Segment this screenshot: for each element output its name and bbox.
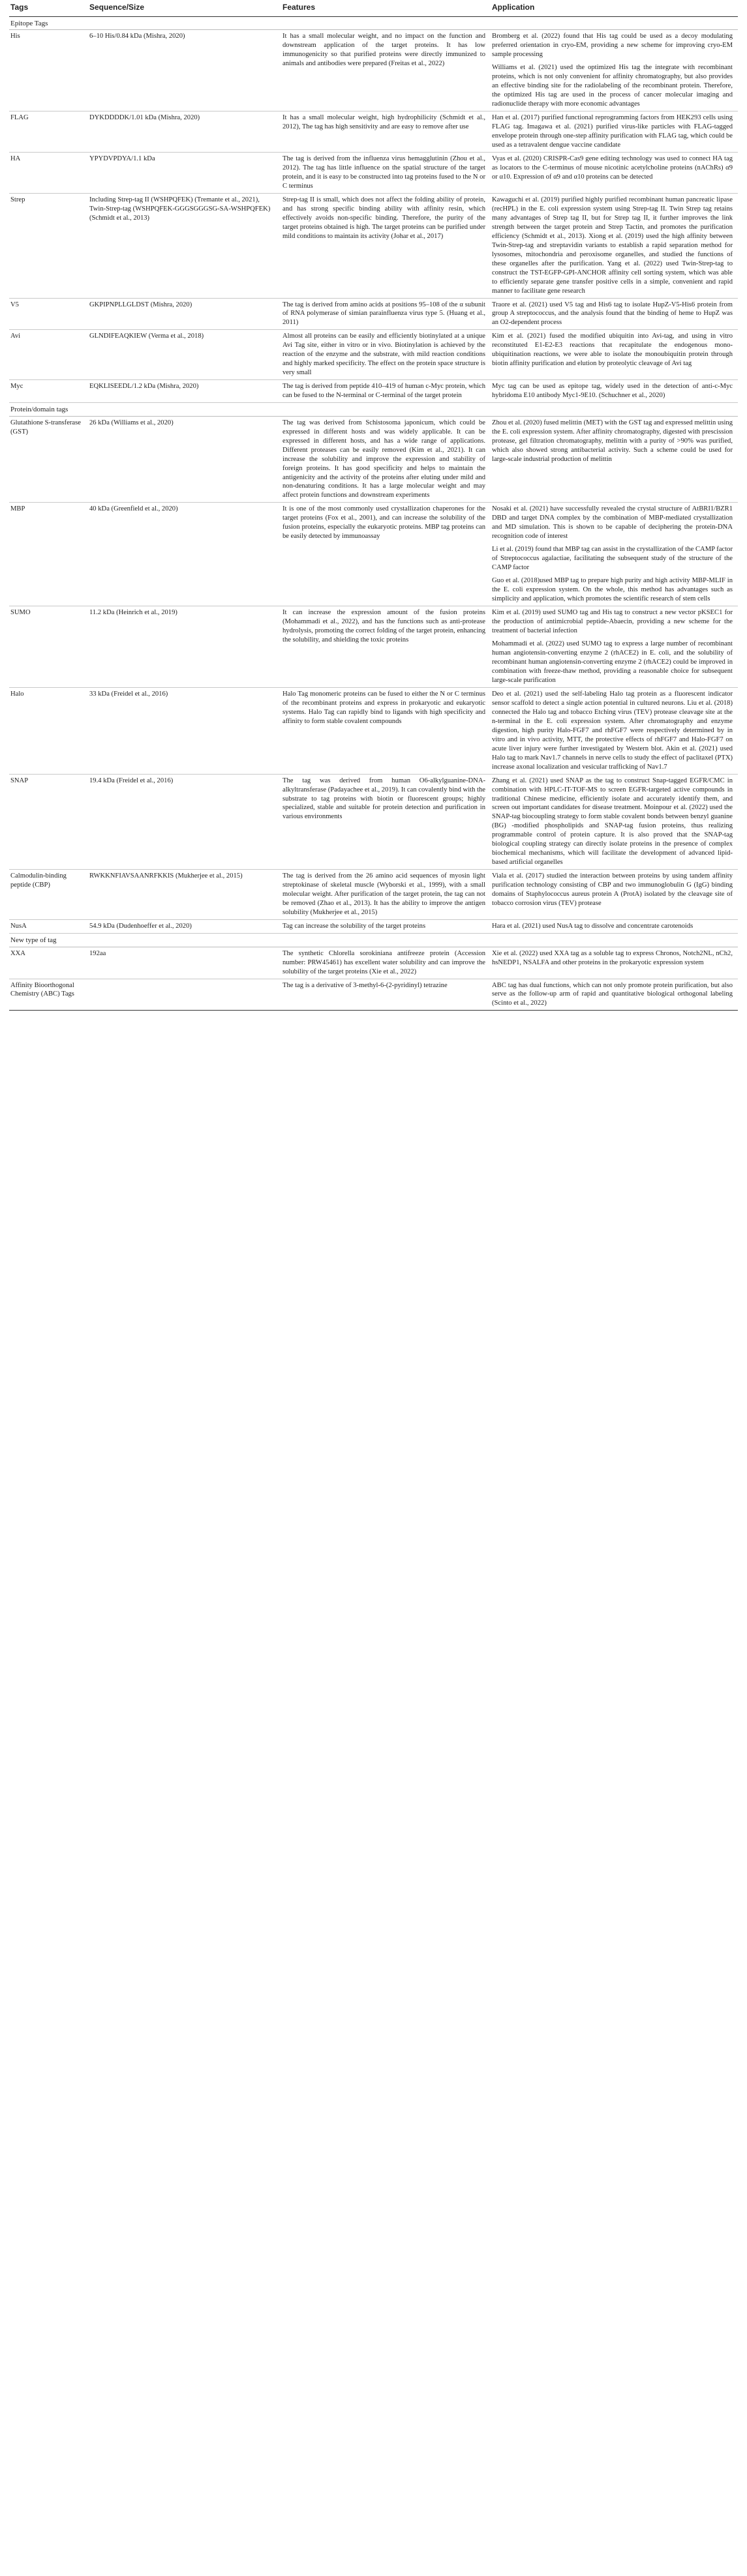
header-tags: Tags [9, 0, 88, 16]
table-container [9, 0, 738, 1011]
tag-name-cell: His [9, 30, 88, 111]
application-cell [491, 606, 738, 688]
application-paragraph: Nosaki et al. (2021) have successfully revealed the crystal structure of AtBRI1/BZR1 DBD and target DNA complex by the combination of MBP-mediated crystallization and MD simulation. This is shown to be capable of deciphering the protein-DNA recognition code of interest [492, 505, 733, 540]
section-title: New type of tag [9, 934, 738, 947]
application-cell [491, 774, 738, 870]
application-cell [491, 111, 738, 153]
features-cell: The tag was derived from human O6-alkylguanine-DNA-alkyltransferase (Padayachee et al., 2019). It can covalently bind with the substrate to tag proteins with biotin or fluorescent groups; highly specialized, stable and suitable for protein detection and purification in various environments [281, 774, 491, 870]
table-row [9, 979, 738, 1011]
sequence-size-cell: 26 kDa (Williams et al., 2020) [88, 416, 281, 503]
sequence-size-cell: 6–10 His/0.84 kDa (Mishra, 2020) [88, 30, 281, 111]
application-paragraph: Deo et al. (2021) used the self-labeling Halo tag protein as a fluorescent indicator sensor scaffold to detect a single action potential in cultured neurons. Liu et al. (2018) connected the Halo tag and tobacco Etching virus (TEV) protease cleavage site at the n-terminal in the E. coli expression system. After chromatography and enzyme digestion, high purity Halo-FGF7 and rhFGF7 were respectively determined by in vitro and in vivo activity, MTT, the protective effects of rhFGF7 and Halo-FGF7 on acute liver injury were further investigated by Western blot. Akin et al. (2021) used Halo tag to mark Nav1.7 channels in nerve cells to study the effect of paclitaxel (PTX) increase axonal localization and vesicular trafficking of Nav1.7 [492, 690, 733, 771]
application-cell [491, 947, 738, 979]
application-paragraph: Xie et al. (2022) used XXA tag as a soluble tag to express Chronos, Notch2NL, nCh2, hsNEDP1, NSALFA and other proteins in the prokaryotic expression system [492, 949, 733, 966]
table-row [9, 193, 738, 298]
section-row [9, 16, 738, 30]
sequence-size-cell: 19.4 kDa (Freidel et al., 2016) [88, 774, 281, 870]
tag-name-cell: Myc [9, 380, 88, 403]
sequence-size-cell: Including Strep-tag II (WSHPQFEK) (Tremante et al., 2021), Twin-Strep-tag (WSHPQFEK-GGGSGGGSG-SA-WSHPQFEK) (Schmidt et al., 2013) [88, 193, 281, 298]
features-cell: It has a small molecular weight, high hydrophilicity (Schmidt et al., 2012), The tag has high sensitivity and are easy to remove after use [281, 111, 491, 153]
features-cell: It can increase the expression amount of the fusion proteins (Mohammadi et al., 2022), and has the functions such as anti-protease hydrolysis, promoting the correct folding of the target protein, enhancing the solubility, and shielding the toxic proteins [281, 606, 491, 688]
table-body [9, 16, 738, 1011]
table-row [9, 380, 738, 403]
application-cell [491, 330, 738, 380]
table-row [9, 298, 738, 330]
application-paragraph: Kim et al. (2019) used SUMO tag and His tag to construct a new vector pKSEC1 for the production of antimicrobial peptide-Abaecin, providing a new scheme for the treatment of bacterial infection [492, 609, 733, 635]
features-cell: The tag is derived from amino acids at positions 95–108 of the α subunit of RNA polymerase of simian parainfluenza virus type 5. (Huang et al., 2011) [281, 298, 491, 330]
application-cell [491, 979, 738, 1011]
sequence-size-cell: GKPIPNPLLGLDST (Mishra, 2020) [88, 298, 281, 330]
tag-name-cell: Avi [9, 330, 88, 380]
application-cell [491, 687, 738, 774]
application-cell [491, 193, 738, 298]
tag-name-cell: MBP [9, 503, 88, 606]
table-row [9, 774, 738, 870]
tag-name-cell: Strep [9, 193, 88, 298]
application-cell [491, 298, 738, 330]
application-paragraph: Vyas et al. (2020) CRISPR-Cas9 gene editing technology was used to connect HA tag as locators to the C-terminus of mouse nicotinic acetylcholine proteins (nAChRs) α9 or α10. Expression of α9 and α10 proteins can be detected [492, 155, 733, 181]
application-paragraph: Zhang et al. (2021) used SNAP as the tag to construct Snap-tagged EGFR/CMC in combination with HPLC-IT-TOF-MS to screen EGFR-targeted active compounds in traditional Chinese medicine, efficiently isolate and accurately identify them, and screen out important candidates for disease treatment. Moinpour et al. (2022) used the SNAP-tag biocoupling strategy to form stable covalent bonds between benzyl guanine (BG) -modified phospholipids and SNAP-tag fusion proteins, thus realizing programmable control of protein capture. It is also proved that the SNAP-tag biological coupling strategy can directly isolate proteins in the presence of complex biochemical mechanisms, which will facilitate the development of advanced lipid-based artificial organelles [492, 777, 733, 866]
application-cell [491, 30, 738, 111]
application-paragraph: Kawaguchi et al. (2019) purified highly purified recombinant human pancreatic lipase (recHPL) in the E. coli expression system using Strep-tag II. Twin Strep tag retains many advantages of Strep tag II, but for Strep tag II, it further improves the link strength between the target protein and Strep Tactin, and promotes the purification efficiency (Schmidt et al., 2013). Xiong et al. (2019) used the high affinity between Twin-Strep-tag and streptavidin variants to establish a rapid separation method for lysosomes, mitochondria and peroxisome organelles, and studied the functions of these organelles after the purification. Yang et al. (2022) used Twin-Strep-tag to construct the TST-EGFP-GPI-ANCHOR affinity cell sorting system, which was able to efficiently separate gene transfer positive cells in a simple, convenient and rapid manner to facilitate gene research [492, 196, 733, 295]
sequence-size-cell: YPYDVPDYA/1.1 kDa [88, 152, 281, 193]
features-cell: The tag was derived from Schistosoma japonicum, which could be expressed in different hosts and was widely applicable. It can be expressed in different hosts, and has a wide range of applications. Different proteases can be easily removed (Kim et al., 2021). It can increase the solubility and improve the expression and stability of foreign proteins. It has good specificity and helps to maintain the antigenicity and the activity of the proteins after eluting under mild and non-denaturing conditions. It has a large molecular weight and may affect protein functions and downstream experiments [281, 416, 491, 503]
features-cell: Strep-tag II is small, which does not affect the folding ability of protein, and has strong specific binding ability with affinity resin, which effectively avoids non-specific binding. Therefore, the purity of the target proteins obtained is high. The target proteins can be purified under mild conditions to maintain its activity (Johar et al., 2017) [281, 193, 491, 298]
tag-name-cell: HA [9, 152, 88, 193]
tag-name-cell: NusA [9, 920, 88, 934]
features-cell: The synthetic Chlorella sorokiniana antifreeze protein (Accession number: PRW45461) has excellent water solubility and can improve the solubility of the target proteins (Xie et al., 2022) [281, 947, 491, 979]
application-paragraph: Williams et al. (2021) used the optimized His tag the integrate with recombinant proteins, which is not only convenient for affinity chromatography, but also provides an effective binding site for the radiolabeling of the recombinant protein. Therefore, the optimized His tag are used in the process of cancer molecular imaging and radionuclide therapy with more economic advantages [492, 64, 733, 108]
sequence-size-cell: 33 kDa (Freidel et al., 2016) [88, 687, 281, 774]
sequence-size-cell: 192aa [88, 947, 281, 979]
application-paragraph: Zhou et al. (2020) fused melittin (MET) with the GST tag and expressed melittin using the E. coli expression system. After affinity chromatography, digested with prescission protease, gel filtration chromatography, melittin with a purity of >90% was purified, which also showed strong antibacterial activity. Such a scheme could be used for large-scale industrial production of melittin [492, 419, 733, 463]
sequence-size-cell: 11.2 kDa (Heinrich et al., 2019) [88, 606, 281, 688]
sequence-size-cell [88, 979, 281, 1011]
header-row [9, 0, 738, 16]
table-row [9, 330, 738, 380]
features-cell: Halo Tag monomeric proteins can be fused to either the N or C terminus of the recombinant proteins and express in prokaryotic and eukaryotic systems. Halo Tag can rapidly bind to ligands with high specificity and affinity to form stable covalent compounds [281, 687, 491, 774]
application-paragraph: Hara et al. (2021) used NusA tag to dissolve and concentrate carotenoids [492, 923, 694, 930]
tag-name-cell: FLAG [9, 111, 88, 153]
application-paragraph: Li et al. (2019) found that MBP tag can assist in the crystallization of the CAMP factor of Streptococcus agalactiae, facilitating the subsequent study of the structure of the CAMP factor [492, 546, 733, 572]
table-row [9, 606, 738, 688]
features-cell: The tag is derived from the influenza virus hemagglutinin (Zhou et al., 2012). The tag has little influence on the spatial structure of the target protein, and it is easy to be constructed into tag proteins fused to the N or C terminus [281, 152, 491, 193]
features-cell: The tag is a derivative of 3-methyl-6-(2-pyridinyl) tetrazine [281, 979, 491, 1011]
sequence-size-cell: RWKKNFIAVSAANRFKKIS (Mukherjee et al., 2015) [88, 870, 281, 920]
application-cell [491, 870, 738, 920]
sequence-size-cell: 54.9 kDa (Dudenhoeffer et al., 2020) [88, 920, 281, 934]
tag-name-cell: Halo [9, 687, 88, 774]
section-row [9, 403, 738, 417]
header-application: Application [491, 0, 738, 16]
table-row [9, 503, 738, 606]
header-sequence-size: Sequence/Size [88, 0, 281, 16]
table-row [9, 687, 738, 774]
application-paragraph: Han et al. (2017) purified functional reprogramming factors from HEK293 cells using FLAG tag. Imagawa et al. (2021) purified virus-like particles with FLAG-tagged envelope protein through one-step affinity purification with FLAG tag, which could be used as a tetravalent dengue vaccine candidate [492, 114, 733, 149]
application-cell [491, 920, 738, 934]
application-paragraph: Mohammadi et al. (2022) used SUMO tag to express a large number of recombinant human angiotensin-converting enzyme 2 (rhACE2) in E. coli, and the solubility of recombinant human angiotensin-converting enzyme 2 (rhACE2) could be improved in combination with freeze-thaw method, providing a reasonable choice for subsequent large-scale purification [492, 640, 733, 684]
tag-name-cell: Affinity Bioorthogonal Chemistry (ABC) Tags [9, 979, 88, 1011]
table-row [9, 152, 738, 193]
application-cell [491, 152, 738, 193]
tag-name-cell: Glutathione S-transferase (GST) [9, 416, 88, 503]
tag-name-cell: SNAP [9, 774, 88, 870]
application-cell [491, 503, 738, 606]
header-features: Features [281, 0, 491, 16]
table-row [9, 416, 738, 503]
table-row [9, 30, 738, 111]
features-cell: The tag is derived from the 26 amino acid sequences of myosin light streptokinase of skeletal muscle (Wyborski et al., 1999), with a small molecular weight. After purification of the target protein, the tag can not be removed (Zhao et al., 2013). It has the ability to improve the antigen solubility (Mukherjee et al., 2015) [281, 870, 491, 920]
tag-name-cell: Calmodulin-binding peptide (CBP) [9, 870, 88, 920]
sequence-size-cell: DYKDDDDK/1.01 kDa (Mishra, 2020) [88, 111, 281, 153]
application-paragraph: Kim et al. (2021) fused the modified ubiquitin into Avi-tag, and using in vitro reconstituted E1-E2-E3 reactions that recapitulate the endogenous mono-ubiquitination reactions, we were able to isolate the monoubiquitin protein through biotin affinity purification and elution by proteolytic cleavage of Avi tag [492, 333, 733, 368]
section-title: Protein/domain tags [9, 403, 738, 417]
application-paragraph: Viala et al. (2017) studied the interaction between proteins by using tandem affinity purification technology consisting of CBP and two immunoglobulin G (IgG) binding domains of Staphylococcus aureus protein A (ProtA) isolated by the cleavage site of tobacco corrosion virus (TEV) protease [492, 872, 733, 908]
features-cell: The tag is derived from peptide 410–419 of human c-Myc protein, which can be fused to the N-terminal or C-terminal of the target protein [281, 380, 491, 403]
table-row [9, 920, 738, 934]
features-cell: It is one of the most commonly used crystallization chaperones for the target proteins (Fox et al., 2001), and can increase the solubility of the fusion proteins, especially the eukaryotic proteins. MBP tag proteins can be easily detected by immunoassay [281, 503, 491, 606]
application-paragraph: Traore et al. (2021) used V5 tag and His6 tag to isolate HupZ-V5-His6 protein from group A streptococcus, and the analysis found that the binding of heme to HupZ was an O2-dependent process [492, 301, 733, 327]
features-cell: Almost all proteins can be easily and efficiently biotinylated at a unique Avi Tag site, either in vitro or in vivo. Biotinylation is achieved by the reaction of the enzyme and the substrate, with mild reaction conditions and highly marked specificity. The effect on the protein space structure is very small [281, 330, 491, 380]
application-cell [491, 380, 738, 403]
sequence-size-cell: EQKLISEEDL/1.2 kDa (Mishra, 2020) [88, 380, 281, 403]
tag-name-cell: V5 [9, 298, 88, 330]
sequence-size-cell: GLNDIFEAQKIEW (Verma et al., 2018) [88, 330, 281, 380]
application-paragraph: Guo et al. (2018)used MBP tag to prepare high purity and high activity MBP-MLIF in the E. coli expression system. On the whole, this method has advantages such as simplicity and application, which promotes the scientific research of stem cells [492, 577, 733, 603]
section-row [9, 934, 738, 947]
features-cell: Tag can increase the solubility of the target proteins [281, 920, 491, 934]
features-cell: It has a small molecular weight, and no impact on the function and downstream application of the target proteins. It has low immunogenicity so that purified proteins were directly immunized to animals and antibodies were prepared (Freitas et al., 2022) [281, 30, 491, 111]
application-paragraph: ABC tag has dual functions, which can not only promote protein purification, but also serve as the follow-up arm of rapid and quantitative biological orthogonal labeling (Scinto et al., 2022) [492, 981, 733, 1007]
tag-name-cell: XXA [9, 947, 88, 979]
application-paragraph: Bromberg et al. (2022) found that His tag could be used as a decoy modulating preferred orientation in cryo-EM, providing a new scheme for improving cryo-EM sample processing [492, 33, 733, 59]
application-cell [491, 416, 738, 503]
sequence-size-cell: 40 kDa (Greenfield et al., 2020) [88, 503, 281, 606]
table-row [9, 870, 738, 920]
tag-name-cell: SUMO [9, 606, 88, 688]
table-row [9, 947, 738, 979]
application-paragraph: Myc tag can be used as epitope tag, widely used in the detection of anti-c-Myc hybridoma E10 antibody Myc1-9E10. (Schuchner et al., 2020) [492, 383, 733, 400]
table-row [9, 111, 738, 153]
section-title: Epitope Tags [9, 16, 738, 30]
protein-tags-table [9, 0, 738, 1011]
